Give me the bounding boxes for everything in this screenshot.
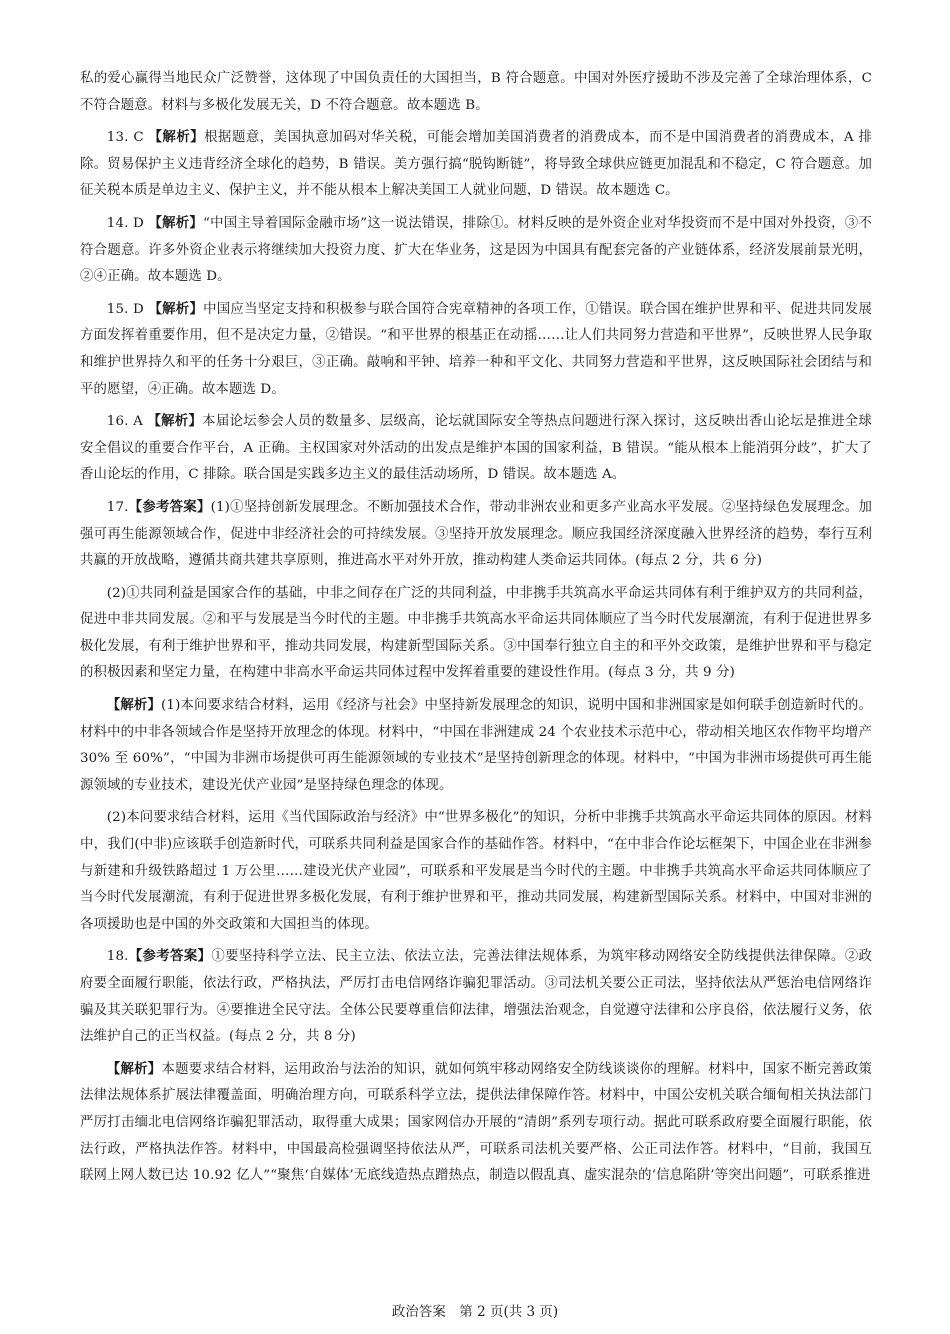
q18-analysis-text: 本题要求结合材料，运用政治与法治的知识，就如何筑牢移动网络安全防线谈谈你的理解。材料中，国家不断完善政策法律法规体系扩展法律覆盖面，明确治理方向，可联系科学立法，提供法律保障作答。材料中，中国公安机关联合缅甸相关执法部门严厉打击缅北电信网络诈骗犯罪活动，取得重大成果；国家网信办开展的“清朗”系列专项行动。据此可联系政府要全面履行职能，依法行政，严格执法作答。材料中，中国最高检强调坚持依法从严，可联系司法机关要严格、公正司法作答。材料中，“目前，我国互联网上网人数已达 10.92 亿人”“聚焦‘自媒体’无底线造热点蹭热点，制造以假乱真、虚实混杂的‘信息陷阱’等突出问题”，可联系推进 xyxy=(80,1061,872,1184)
q17-answer-tag: 【参考答案】 xyxy=(128,499,211,515)
paragraph-q18-analysis xyxy=(80,1057,872,1190)
q16-text: 本届论坛参会人员的数量多、层级高，论坛就国际安全等热点问题进行深入探讨，这反映出香山论坛是推进全球安全倡议的重要合作平台，A 正确。主权国家对外活动的出发点是维护本国的国家利益，B 错误。“能从根本上能消弭分歧”，扩大了香山论坛的作用，C 排除。联合国是实践多边主义的最佳活动场所，D 错误。故本题选 A。 xyxy=(80,414,872,483)
q13-number: 13. C xyxy=(106,130,144,146)
q18-answer-tag: 【参考答案】 xyxy=(128,949,212,965)
q12-continued-text: 私的爱心赢得当地民众广泛赞誉，这体现了中国负责任的大国担当，B 符合题意。中国对外医疗援助不涉及完善了全球治理体系，C 不符合题意。材料与多极化发展无关，D 不符合题意。故本题选 B。 xyxy=(80,71,872,113)
q16-number: 16. A xyxy=(106,414,143,430)
q17-number: 17. xyxy=(106,499,129,515)
q15-analysis-tag: 【解析】 xyxy=(148,301,204,317)
q15-number: 15. D xyxy=(106,301,144,317)
q15-text: 中国应当坚定支持和积极参与联合国符合宪章精神的各项工作，①错误。联合国在维护世界和平、促进共同发展方面发挥着重要作用，但不是决定力量，②错误。“和平世界的根基正在动摇……让人们共同努力营造和平世界”，反映世界人民争取和维护世界持久和平的任务十分艰巨，③正确。敲响和平钟、培养一种和平文化、共同努力营造和平世界，这反映国际社会团结与和平的愿望，④正确。故本题选 D。 xyxy=(80,301,872,397)
paragraph-q13 xyxy=(80,125,872,205)
q18-analysis-tag: 【解析】 xyxy=(106,1061,162,1077)
paragraph-q14 xyxy=(80,211,872,291)
q17-analysis-tag: 【解析】 xyxy=(106,698,162,714)
paragraph-q16 xyxy=(80,409,872,489)
paragraph-q12-continued xyxy=(80,66,872,119)
q16-analysis-tag: 【解析】 xyxy=(147,414,203,430)
page-footer: 政治答案 第 2 页(共 3 页) xyxy=(391,1304,559,1320)
paragraph-q17-answer-1 xyxy=(80,495,872,575)
paragraph-q15 xyxy=(80,297,872,403)
q17-answer-1-text: (1)①坚持创新发展理念。不断加强技术合作，带动非洲农业和更多产业高水平发展。②坚持绿色发展理念。加强可再生能源领域合作，促进中非经济社会的可持续发展。③坚持开放发展理念。顺应我国经济深度融入世界经济的趋势，奉行互利共赢的开放战略，遵循共商共建共享原则，推进高水平对外开放，推动构建人类命运共同体。(每点 2 分，共 6 分) xyxy=(80,499,872,569)
q13-analysis-tag: 【解析】 xyxy=(148,130,205,146)
q17-answer-2-text: (2)①共同利益是国家合作的基础，中非之间存在广泛的共同利益，中非携手共筑高水平命运共同体有利于维护双方的共同利益，促进中非共同发展。②和平与发展是当今时代的主题。中非携手共筑高水平命运共同体顺应了当今时代发展潮流，有利于促进世界多极化发展，有利于维护世界和平，推动共同发展，构建新型国际关系。③中国奉行独立自主的和平外交政策，是维护世界和平与稳定的积极因素和坚定力量，在构建中非高水平命运共同体过程中发挥着重要的建设性作用。(每点 3 分，共 9 分) xyxy=(80,585,872,681)
q17-analysis-1-text: (1)本问要求结合材料，运用《经济与社会》中坚持新发展理念的知识，说明中国和非洲国家是如何联手创造新时代的。材料中的中非各领域合作是坚持开放理念的体现。材料中，“中国在非洲建成 24 个农业技术示范中心，带动相关地区农作物平均增产 30% 至 60%”，“中国为非洲市场提供可再生能源领域的专业技术”是坚持创新理念的体现。材料中，“中国为非洲市场提供可再生能源领域的专业技术，建设光伏产业园”是坚持绿色理念的体现。 xyxy=(80,698,872,793)
q14-number: 14. D xyxy=(106,215,144,231)
q18-answer-text: ①要坚持科学立法、民主立法、依法立法，完善法律法规体系，为筑牢移动网络安全防线提供法律保障。②政府要全面履行职能，依法行政，严格执法，严厉打击电信网络诈骗犯罪活动。③司法机关要公正司法，坚持依法从严惩治电信网络诈骗及其关联犯罪行为。④要推进全民守法。全体公民要尊重信仰法律，增强法治观念，自觉遵守法律和公序良俗，依法履行义务，依法维护自己的正当权益。(每点 2 分，共 8 分) xyxy=(80,949,872,1045)
paragraph-q17-analysis-1 xyxy=(80,693,872,799)
q18-number: 18. xyxy=(106,949,129,965)
paragraph-q18-answer xyxy=(80,944,872,1050)
paragraph-q17-answer-2 xyxy=(80,581,872,687)
q14-text: “中国主导着国际金融市场”这一说法错误，排除①。材料反映的是外资企业对华投资而不是中国对外投资，③不符合题意。许多外资企业表示将继续加大投资力度、扩大在华业务，这是因为中国具有配套完备的产业链体系，经济发展前景光明，②④正确。故本题选 D。 xyxy=(80,215,872,285)
q17-analysis-2-text: (2)本问要求结合材料，运用《当代国际政治与经济》中“世界多极化”的知识，分析中非携手共筑高水平命运共同体的原因。材料中，我们(中非)应该联手创造新时代，可联系共同利益是国家合作的基础作答。材料中，“在中非合作论坛框架下，中国企业在非洲参与新建和升级铁路超过 1 万公里……建设光伏产业园”，可联系和平发展是当今时代的主题。中非携手共筑高水平命运共同体顺应了当今时代发展潮流，有利于促进世界多极化发展，有利于维护世界和平，推动共同发展，构建新型国际关系。材料中，中国对非洲的各项援助也是中国的外交政策和大国担当的体现。 xyxy=(80,810,872,932)
q13-text: 根据题意，美国执意加码对华关税，可能会增加美国消费者的消费成本，而不是中国消费者的消费成本，A 排除。贸易保护主义违背经济全球化的趋势，B 错误。美方强行搞“脱钩断链”，将导致全球供应链更加混乱和不稳定，C 符合题意。加征关税本质是单边主义、保护主义，并不能从根本上解决美国工人就业问题，D 错误。故本题选 C。 xyxy=(80,130,872,199)
q14-analysis-tag: 【解析】 xyxy=(148,215,204,231)
paragraph-q17-analysis-2 xyxy=(80,805,872,938)
